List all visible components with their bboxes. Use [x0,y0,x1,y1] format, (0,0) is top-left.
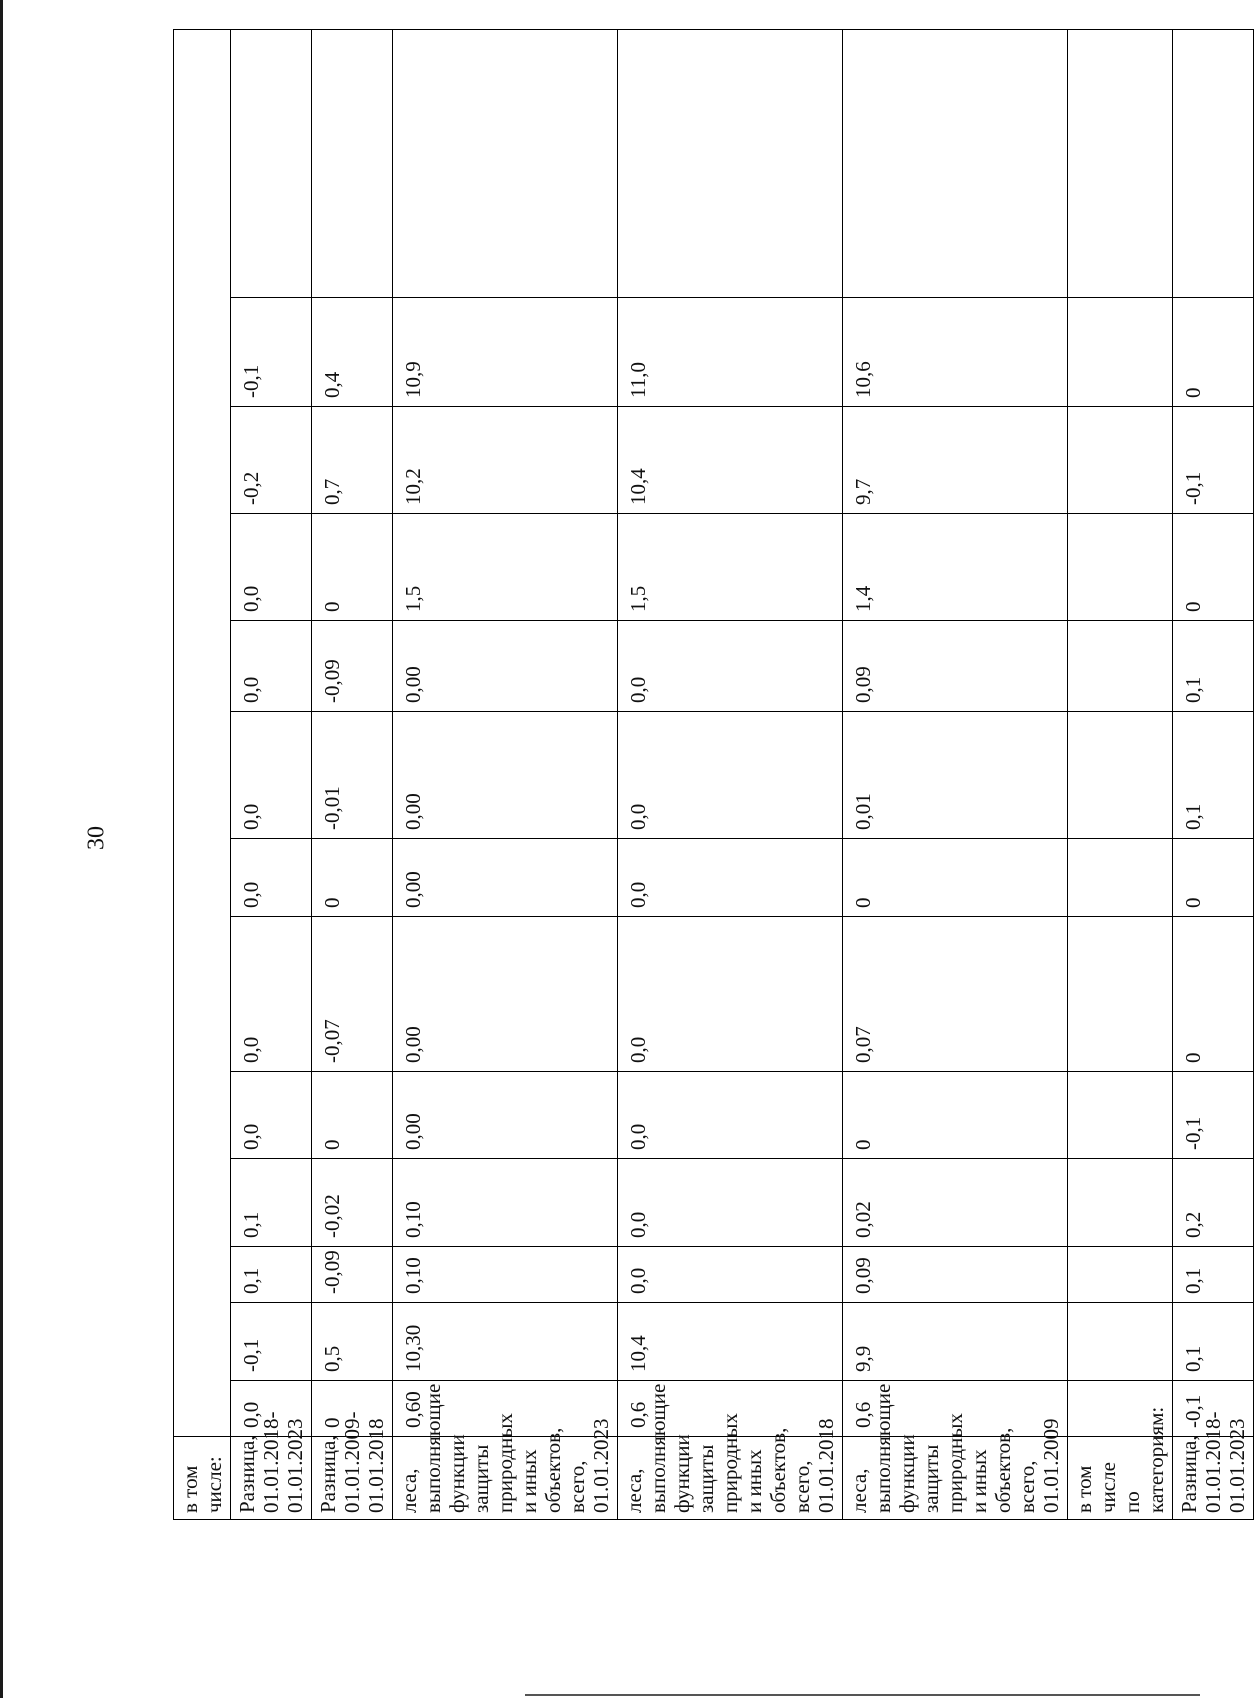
table-cell: 9,9 [843,1303,1068,1381]
table-cell: 0,02 [843,1159,1068,1247]
table-cell: 0,0 [618,1159,843,1247]
table-cell: 0,0 [618,839,843,917]
table-cell: 0 [1173,514,1254,621]
table-cell: 0 [843,1072,1068,1159]
table-cell [1068,1247,1173,1303]
table-cell [1068,1303,1173,1381]
scan-left-edge [0,0,3,1698]
row-label: Разница, 01.01.2018-01.01.2023 [1173,1437,1254,1520]
table-cell: 0,0 [231,712,312,839]
bottom-rule [525,1694,1200,1696]
table-cell: 0,00 [393,839,618,917]
table-cell: 0,1 [1173,712,1254,839]
table-cell: 10,9 [393,298,618,407]
table-cell: -0,07 [312,917,393,1072]
table-cell: 0,5 [312,1303,393,1381]
table-cell: 0 [1173,917,1254,1072]
table-cell: 0,4 [312,298,393,407]
table-cell: 0,0 [618,621,843,712]
table-cell: 0 [312,839,393,917]
table-cell-empty [174,29,231,1436]
table-cell: 0,0 [231,1072,312,1159]
table-cell [1068,839,1173,917]
row-label: в том числе по категориям: [1068,1437,1173,1520]
table-cell: 0 [312,1072,393,1159]
table-cell: 0,1 [1173,1303,1254,1381]
table-row [174,29,231,1519]
table-row [1068,29,1173,1519]
table-cell-spacer [1068,29,1173,297]
row-label: в том числе: [174,1437,231,1520]
table-cell: -0,09 [312,1247,393,1303]
table-row [312,29,393,1519]
table-cell: 9,7 [843,407,1068,514]
table-cell: 0,0 [618,1072,843,1159]
table-cell: 0 [843,839,1068,917]
table-cell: 0,1 [231,1159,312,1247]
table-cell: 10,6 [843,298,1068,407]
table-cell: 0,1 [231,1247,312,1303]
table-cell: 0 [312,514,393,621]
table-row [231,29,312,1519]
table-cell-spacer [1173,29,1254,297]
table-cell: -0,1 [1173,1381,1254,1437]
table-row [393,29,618,1519]
table-cell: 1,4 [843,514,1068,621]
table-cell: -0,2 [231,407,312,514]
table-cell: 0,0 [618,917,843,1072]
table-cell: 0,0 [231,621,312,712]
table-cell [1068,917,1173,1072]
table-cell [1068,621,1173,712]
table-cell: -0,1 [1173,1072,1254,1159]
table-cell: 0,0 [231,1381,312,1437]
table-cell: -0,1 [231,1303,312,1381]
row-label: леса, выполняющие функции защиты природных и иных объектов, всего, 01.01.2009 [843,1437,1068,1520]
table-cell: 0 [1173,298,1254,407]
table-cell [1068,1159,1173,1247]
row-label: леса, выполняющие функции защиты природных и иных объектов, всего, 01.01.2018 [618,1437,843,1520]
table-cell: 0,0 [231,514,312,621]
table-cell: 0 [1173,839,1254,917]
table-cell: 0,01 [843,712,1068,839]
table-cell [1068,712,1173,839]
table-cell: 10,2 [393,407,618,514]
table-cell: 10,30 [393,1303,618,1381]
table-cell: 11,0 [618,298,843,407]
table-cell-spacer [618,29,843,297]
table-cell: 0,0 [231,839,312,917]
table-cell-spacer [393,29,618,297]
table-cell: -0,1 [231,298,312,407]
table-cell: 0,10 [393,1247,618,1303]
table-cell: 1,5 [393,514,618,621]
table-cell: 10,4 [618,407,843,514]
table-cell: 0,00 [393,1072,618,1159]
table-cell: -0,01 [312,712,393,839]
table-cell: -0,02 [312,1159,393,1247]
table-cell: 0,00 [393,917,618,1072]
table-cell: 0,0 [618,712,843,839]
row-label: Разница, 01.01.2009-01.01.2018 [312,1437,393,1520]
table-cell: 0,2 [1173,1159,1254,1247]
table-cell: 0,00 [393,621,618,712]
table-cell: 0,0 [231,917,312,1072]
table-cell: 0 [312,1381,393,1437]
table-cell: 0,6 [843,1381,1068,1437]
table-cell: 10,4 [618,1303,843,1381]
table-row [1173,29,1254,1519]
table-cell [1068,1072,1173,1159]
row-label: леса, выполняющие функции защиты природных и иных объектов, всего, 01.01.2023 [393,1437,618,1520]
table-cell: 0,00 [393,712,618,839]
table-cell-spacer [843,29,1068,297]
table-cell-spacer [231,29,312,297]
table-cell-spacer [312,29,393,297]
page-number: 30 [83,826,110,850]
table-cell: 0,1 [1173,1247,1254,1303]
table-row [618,29,843,1519]
table-cell: 0,07 [843,917,1068,1072]
table-cell: -0,09 [312,621,393,712]
table-cell [1068,407,1173,514]
table-cell: 0,10 [393,1159,618,1247]
table-cell: 0,6 [618,1381,843,1437]
table-cell: 0,7 [312,407,393,514]
table-cell: 0,60 [393,1381,618,1437]
table-row [843,29,1068,1519]
table-cell: -0,1 [1173,407,1254,514]
table-cell [1068,514,1173,621]
table-cell: 0,09 [843,1247,1068,1303]
table-cell: 0,0 [618,1247,843,1303]
table-cell [1068,298,1173,407]
table-cell: 1,5 [618,514,843,621]
forest-data-table [173,29,1254,1520]
rotated-table-wrapper [173,30,1249,1520]
table-cell: 0,09 [843,621,1068,712]
table-cell: 0,1 [1173,621,1254,712]
row-label: Разница, 01.01.2018-01.01.2023 [231,1437,312,1520]
